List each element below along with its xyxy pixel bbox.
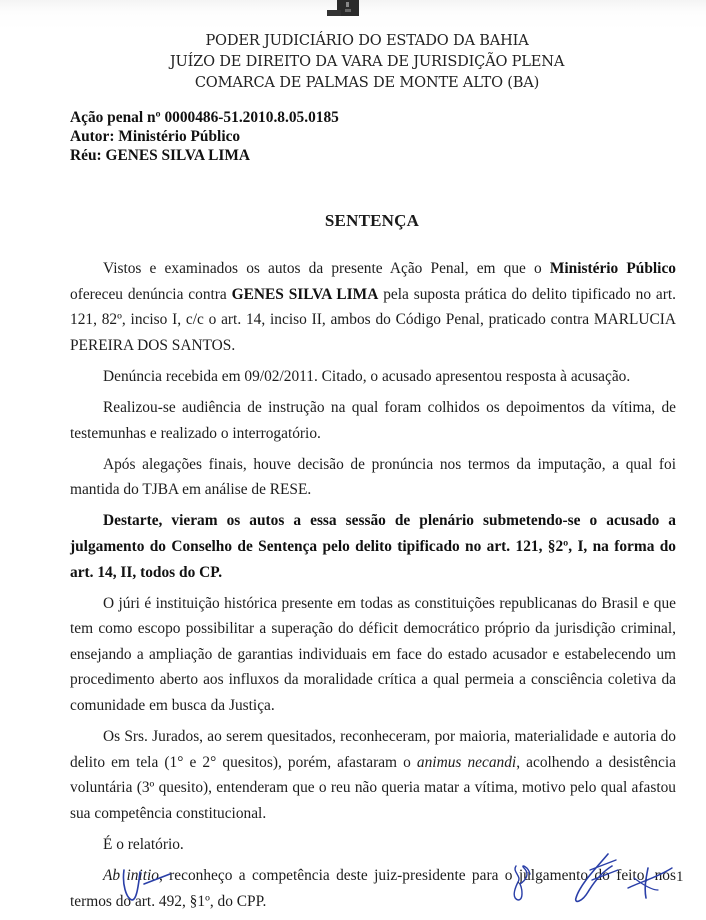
text-run: Os Srs. Jurados, ao serem quesitados, reconheceram, por maioria, materialidade e autoria do delito em tela (1° e 2° quesitos), porém, afastaram o: [70, 728, 676, 771]
header-line-jurisdiction: JUÍZO DE DIREITO DA VARA DE JURISDIÇÃO PLENA: [169, 53, 565, 70]
header-line-court: PODER JUDICIÁRIO DO ESTADO DA BAHIA: [205, 32, 529, 49]
bold-run: Ministério Público: [549, 260, 676, 277]
case-info: [70, 108, 339, 165]
bold-run: GENES SILVA LIMA: [231, 285, 379, 303]
paragraph-8: É o relatório.: [103, 835, 184, 853]
italic-run: animus necandi: [416, 753, 517, 771]
document-body: [70, 256, 676, 920]
signature-initial-middle: [508, 858, 544, 904]
court-header: [0, 30, 706, 93]
signature-right: [568, 848, 678, 906]
coat-of-arms-icon: [327, 0, 363, 16]
paragraph-2: Denúncia recebida em 09/02/2011. Citado, o acusado apresentou resposta à acusação.: [103, 367, 631, 385]
header-line-county: COMARCA DE PALMAS DE MONTE ALTO (BA): [194, 74, 540, 91]
text-run: , acolhendo a desistência voluntária (3º quesito), entenderam que o reu não queria matar a vítima, motivo pelo qual afastou sua competência constitucional.: [70, 753, 676, 822]
case-number: Ação penal nº 0000486-51.2010.8.05.0185: [70, 109, 339, 126]
document-title: [0, 211, 706, 231]
italic-run: Ab initio,: [103, 867, 163, 885]
paragraph-4: Após alegações finais, houve decisão de pronúncia nos termos da imputação, a qual foi mantida do TJBA em análise de RESE.: [70, 455, 676, 499]
title-text: SENTENÇA: [324, 211, 420, 230]
bold-run: Destarte, vieram os autos a essa sessão de plenário submetendo-se o acusado a julgamento do Conselho de Sentença pelo delito tipificado no art. 121, §2º, I, na forma do art. 14, II, todos do CP.: [70, 512, 676, 581]
text-run: Vistos e examinados os autos da presente Ação Penal, em que o: [103, 260, 550, 277]
case-author: Autor: Ministério Público: [70, 128, 241, 145]
paragraph-3: Realizou-se audiência de instrução na qual foram colhidos os depoimentos da vítima, de testemunhas e realizado o interrogatório.: [70, 398, 676, 442]
text-run: pela suposta prática do delito tipificado no art. 121, 82º, inciso I, c/c o art. 14, inciso II, ambos do Código Penal, praticado contra MARLUCIA PEREIRA DOS SANTOS.: [70, 285, 676, 354]
text-run: reconheço a competência deste juiz-presidente para o julgamento do feito, nos termos do art. 492, §1º, do CPP.: [70, 867, 676, 910]
paragraph-5: [70, 508, 676, 585]
text-run: ofereceu denúncia contra: [70, 285, 232, 303]
page-number: 1: [676, 869, 684, 885]
paragraph-1: [70, 256, 676, 358]
paragraph-6: O júri é instituição histórica presente em todas as constituições republicanas do Brasil e que tem como escopo possibilitar a superação do déficit democrático próprio da jurisdição criminal, ensejando a ampliação de garantias individuais em face do estado acusador e estabelecendo um procedimento aberto aos influxos da moralidade crítica a qual permeia a consciência coletiva da comunidade em busca da Justiça.: [70, 594, 676, 714]
signature-initial-left: [118, 862, 178, 904]
paragraph-7: [70, 724, 676, 826]
case-defendant: Réu: GENES SILVA LIMA: [70, 147, 251, 164]
